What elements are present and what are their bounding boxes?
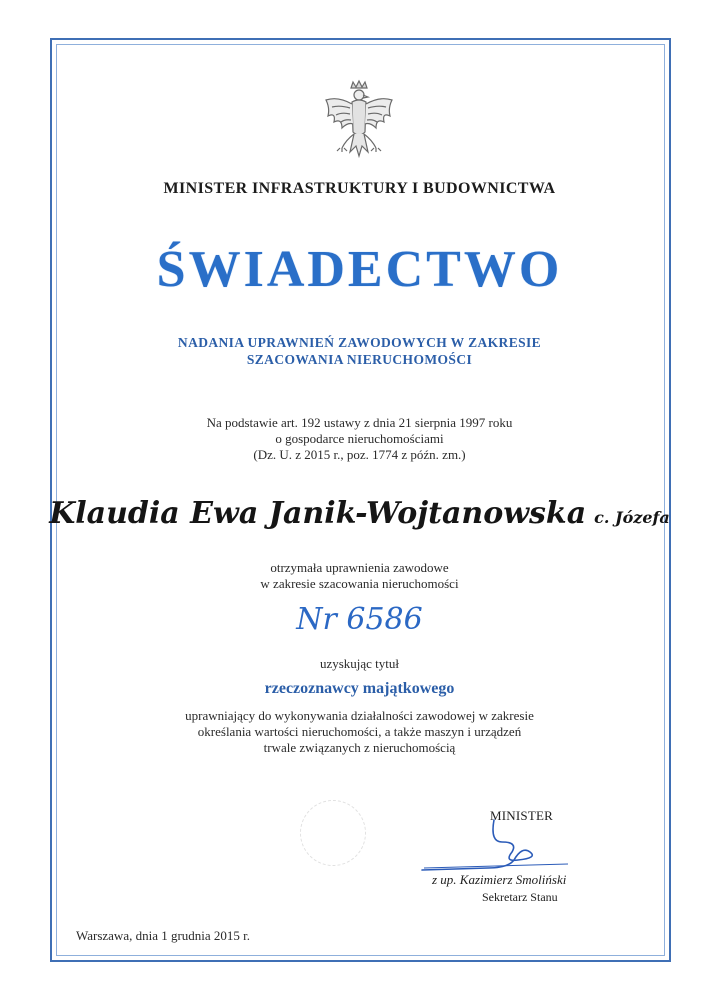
professional-title: rzeczoznawcy majątkowego bbox=[264, 680, 455, 697]
embossed-seal-icon bbox=[300, 800, 366, 866]
subtitle-line: SZACOWANIA NIERUCHOMOŚCI bbox=[246, 352, 473, 367]
certificate-number: Nr 6586 bbox=[296, 602, 423, 637]
received-statement bbox=[0, 560, 719, 592]
signatory-position: Sekretarz Stanu bbox=[482, 890, 558, 904]
holder-name: Klaudia Ewa Janik-Wojtanowska bbox=[49, 496, 587, 531]
scope-line: trwale związanych z nieruchomością bbox=[263, 740, 456, 755]
subtitle-line: NADANIA UPRAWNIEŃ ZAWODOWYCH W ZAKRESIE bbox=[177, 335, 542, 350]
scope-statement bbox=[0, 708, 719, 756]
certificate-title: ŚWIADECTWO bbox=[156, 241, 563, 298]
legal-basis-line: Na podstawie art. 192 ustawy z dnia 21 sierpnia 1997 roku bbox=[206, 415, 513, 430]
received-line: otrzymała uprawnienia zawodowe bbox=[270, 560, 449, 575]
acquiring-text: uzyskując tytuł bbox=[319, 656, 400, 671]
certificate-subtitle bbox=[0, 334, 719, 368]
father-name: c. Józefa bbox=[594, 508, 670, 527]
legal-basis bbox=[0, 415, 719, 463]
holder-row bbox=[0, 496, 719, 531]
legal-basis-line: (Dz. U. z 2015 r., poz. 1774 z późn. zm.) bbox=[253, 447, 466, 462]
signatory-role: MINISTER bbox=[490, 808, 553, 823]
scope-line: określania wartości nieruchomości, a także maszyn i urządzeń bbox=[197, 724, 522, 739]
polish-eagle-icon bbox=[320, 78, 398, 170]
scope-line: uprawniający do wykonywania działalności zawodowej w zakresie bbox=[185, 708, 534, 723]
received-line: w zakresie szacowania nieruchomości bbox=[260, 576, 459, 591]
place-and-date: Warszawa, dnia 1 grudnia 2015 r. bbox=[76, 928, 251, 943]
legal-basis-line: o gospodarce nieruchomościami bbox=[275, 431, 444, 446]
ministry-heading: MINISTER INFRASTRUKTURY I BUDOWNICTWA bbox=[163, 180, 556, 197]
signatory-on-behalf: z up. Kazimierz Smoliński bbox=[432, 872, 567, 887]
